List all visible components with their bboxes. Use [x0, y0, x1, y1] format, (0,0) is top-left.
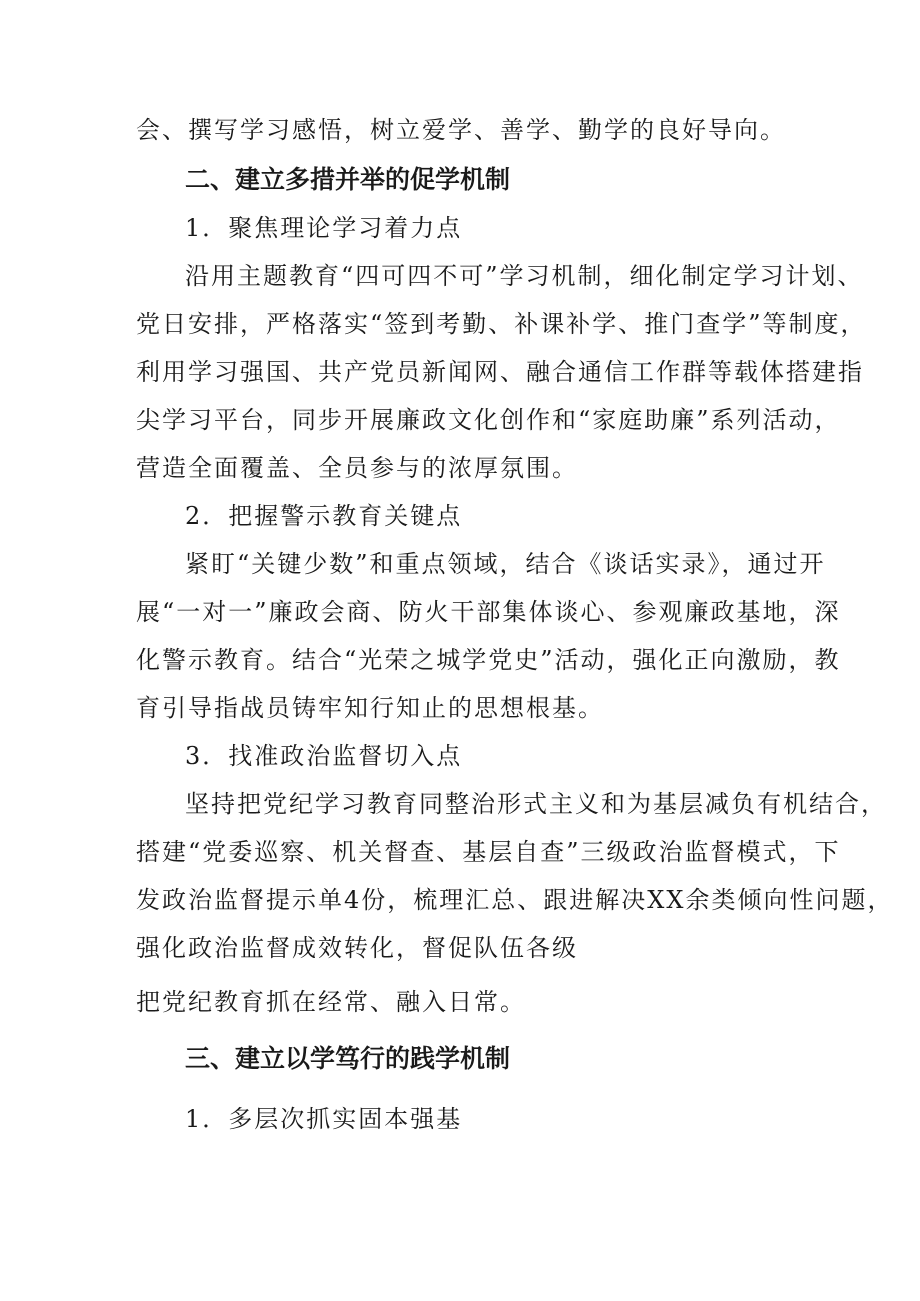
paragraph-line: 会、撰写学习感悟，树立爱学、善学、勤学的良好导向。: [136, 116, 786, 144]
paragraph-line: 利用学习强国、共产党员新闻网、融合通信工作群等载体搭建指: [136, 358, 864, 386]
subheading-4: 1．多层次抓实固本强基: [185, 1105, 463, 1133]
section-heading-2: 二、建立多措并举的促学机制: [185, 165, 511, 194]
paragraph-line: 展“一对一”廉政会商、防火干部集体谈心、参观廉政基地，深: [136, 598, 841, 626]
paragraph-line: 育引导指战员铸牢知行知止的思想根基。: [136, 694, 604, 722]
paragraph-line: 坚持把党纪学习教育同整治形式主义和为基层减负有机结合，: [185, 790, 887, 818]
paragraph-line: 尖学习平台，同步开展廉政文化创作和“家庭助廉”系列活动，: [136, 406, 841, 434]
paragraph-line: 紧盯“关键少数”和重点领域，结合《谈话实录》，通过开: [185, 550, 826, 578]
subheading-3: 3．找准政治监督切入点: [185, 742, 463, 770]
subheading-2: 2．把握警示教育关键点: [185, 502, 463, 530]
subheading-1: 1．聚焦理论学习着力点: [185, 214, 463, 242]
paragraph-line: 强化政治监督成效转化，督促队伍各级: [136, 934, 578, 962]
paragraph-line: 化警示教育。结合“光荣之城学党史”活动，强化正向激励，教: [136, 646, 841, 674]
paragraph-line: 发政治监督提示单4份，梳理汇总、跟进解决XX余类倾向性问题，: [136, 886, 894, 914]
paragraph-line: 沿用主题教育“四可四不可”学习机制，细化制定学习计划、: [185, 262, 864, 290]
section-heading-3: 三、建立以学笃行的践学机制: [185, 1044, 511, 1073]
paragraph-line: 把党纪教育抓在经常、融入日常。: [136, 988, 526, 1016]
paragraph-line: 搭建“党委巡察、机关督查、基层自查”三级政治监督模式，下: [136, 838, 841, 866]
paragraph-line: 营造全面覆盖、全员参与的浓厚氛围。: [136, 454, 578, 482]
paragraph-line: 党日安排，严格落实“签到考勤、补课补学、推门查学”等制度，: [136, 310, 867, 338]
